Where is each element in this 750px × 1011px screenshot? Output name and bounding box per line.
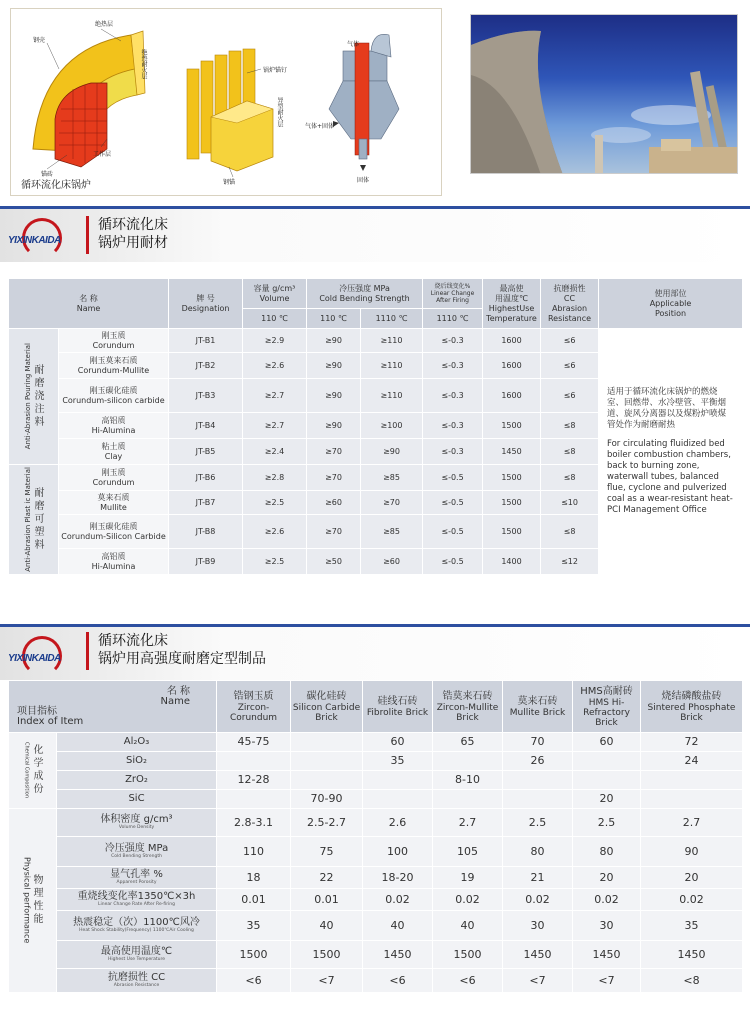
shaped-products-table [8, 680, 743, 993]
cell-value [573, 752, 641, 771]
section2-title-line1: 循环流化床 [98, 633, 168, 649]
cell-value: 19 [433, 867, 503, 889]
cell-value: 1450 [503, 941, 573, 969]
label-solid: 固体 [357, 177, 370, 184]
cell-c1110: ≥70 [361, 491, 423, 515]
cell-value: 35 [217, 911, 291, 941]
cell-abr: ≤8 [541, 439, 599, 465]
cell-maxuse: 1450 [483, 439, 541, 465]
section2-title-line2: 锅炉用高强度耐磨定型制品 [98, 651, 266, 667]
cell-linear: ≤-0.5 [423, 549, 483, 575]
table-row [9, 790, 743, 809]
cell-c1110: ≥60 [361, 549, 423, 575]
cell-value: 20 [573, 790, 641, 809]
application-cn: 适用于循环流化床锅炉的燃烧室、回燃带、水冷壁管、平衡烟道、旋风分离器以及煤粉炉喷煤管处作为耐磨耐热 [607, 387, 727, 430]
cell-value: 12-28 [217, 771, 291, 790]
boiler-diagram [10, 8, 442, 196]
cell-c110: ≥50 [307, 549, 361, 575]
cell-linear: ≤-0.3 [423, 353, 483, 379]
logo-text: YIXINKAIDA [8, 235, 61, 246]
row-group-phys_group [9, 809, 57, 993]
cell-c110: ≥90 [307, 353, 361, 379]
cell-value [363, 790, 433, 809]
material-name: 莫来石质 Mullite [59, 491, 169, 515]
cell-c110: ≥90 [307, 329, 361, 353]
cell-value: 0.02 [363, 889, 433, 911]
cell-value [503, 790, 573, 809]
cell-value: 45-75 [217, 733, 291, 752]
section1-title-line1: 循环流化床 [98, 217, 168, 233]
lining-section-drawing [33, 31, 145, 167]
application-position [599, 329, 743, 575]
cell-code: JT-B8 [169, 515, 243, 549]
cell-value: 18-20 [363, 867, 433, 889]
cyclone-drawing [329, 34, 399, 171]
row-group-plastic [9, 465, 59, 575]
cell-value: 1500 [433, 941, 503, 969]
cell-value: 65 [433, 733, 503, 752]
cell-maxuse: 1600 [483, 379, 541, 413]
cell-c1110: ≥100 [361, 413, 423, 439]
cell-value: 0.02 [573, 889, 641, 911]
header-linear-change: 烧后线变化% Linear Change After Firing [423, 279, 483, 309]
cell-value: 0.02 [433, 889, 503, 911]
product-column-header: 莫来石砖 Mullite Brick [503, 681, 573, 733]
cell-code: JT-B1 [169, 329, 243, 353]
cell-value [573, 771, 641, 790]
chem-label: SiC [57, 790, 217, 809]
cell-value: 1450 [641, 941, 743, 969]
property-label: 显气孔率 % Apparent Porosity [57, 867, 217, 889]
cell-abr: ≤12 [541, 549, 599, 575]
cell-c1110: ≥85 [361, 465, 423, 491]
label-gas-solid: 气体+固体 [305, 123, 335, 130]
product-column-header: 碳化硅砖 Silicon Carbide Brick [291, 681, 363, 733]
material-name: 刚玉质 Corundum [59, 465, 169, 491]
cell-value: 60 [363, 733, 433, 752]
cell-value [641, 771, 743, 790]
cell-value: 2.5 [573, 809, 641, 837]
corner-header: 名 称 Name 项目指标 Index of Item [9, 681, 217, 733]
chem-label: ZrO₂ [57, 771, 217, 790]
cell-value: 1500 [291, 941, 363, 969]
cell-code: JT-B2 [169, 353, 243, 379]
cell-value: 1450 [573, 941, 641, 969]
cell-density: ≥2.9 [243, 329, 307, 353]
cell-value: 1450 [363, 941, 433, 969]
table-row [9, 969, 743, 993]
cell-value: 2.7 [641, 809, 743, 837]
section1-accent-bar [86, 216, 89, 254]
material-name: 刚玉碳化硅质 Corundum-Silicon Carbide [59, 515, 169, 549]
cooling-tower-photo [470, 14, 738, 174]
property-label: 抗磨损性 CC Abrasion Resistance [57, 969, 217, 993]
cell-maxuse: 1400 [483, 549, 541, 575]
product-column-header: 锆莫来石砖 Zircon-Mullite Brick [433, 681, 503, 733]
cell-value: <7 [291, 969, 363, 993]
property-label: 最高使用温度℃ Highest Use Temperature [57, 941, 217, 969]
section1-stripe [0, 206, 750, 209]
cell-linear: ≤-0.3 [423, 439, 483, 465]
material-name: 高铝质 Hi-Alumina [59, 413, 169, 439]
header-density-temp: 110 ℃ [243, 309, 307, 329]
cell-maxuse: 1500 [483, 491, 541, 515]
application-en: For circulating fluidized bed boiler combustion chambers, back to burning zone, waterwall tubes, balanced flue, cyclone and pulverized coal as a wear-resistant heat-PCI Management Office [607, 439, 733, 515]
cell-value [433, 790, 503, 809]
cell-value: 110 [217, 837, 291, 867]
cell-abr: ≤8 [541, 515, 599, 549]
property-label: 冷压强度 MPa Cold Bending Strength [57, 837, 217, 867]
cell-value: 2.6 [363, 809, 433, 837]
table-row [9, 911, 743, 941]
cell-c110: ≥90 [307, 413, 361, 439]
cell-linear: ≤-0.3 [423, 413, 483, 439]
group-label-en: Physical performance [22, 857, 32, 944]
cooling-tower-illustration [471, 15, 738, 174]
cell-value [503, 771, 573, 790]
cell-c110: ≥90 [307, 379, 361, 413]
section2-logo [8, 644, 74, 666]
cell-linear: ≤-0.3 [423, 329, 483, 353]
cell-value: 75 [291, 837, 363, 867]
cell-value: 26 [503, 752, 573, 771]
cell-value: 70 [503, 733, 573, 752]
cell-value: 35 [641, 911, 743, 941]
property-label: 体积密度 g/cm³ Volume Density [57, 809, 217, 837]
material-name: 高铝质 Hi-Alumina [59, 549, 169, 575]
label-anchor-brick: 锚砖 [41, 171, 54, 178]
header-linear-temp: 1110 ℃ [423, 309, 483, 329]
row-group-chem_group [9, 733, 57, 809]
boiler-diagram-illustration [11, 9, 443, 197]
header-position: 使用部位 Applicable Position [599, 279, 743, 329]
cell-value: 0.02 [503, 889, 573, 911]
table-row [9, 733, 743, 752]
cell-abr: ≤8 [541, 465, 599, 491]
cell-linear: ≤-0.5 [423, 465, 483, 491]
header-crush: 冷压强度 MPa Cold Bending Strength [307, 279, 423, 309]
material-name: 刚玉质 Corundum [59, 329, 169, 353]
header-crush-1110: 1110 ℃ [361, 309, 423, 329]
cell-value: 100 [363, 837, 433, 867]
table-row [9, 809, 743, 837]
cell-value [291, 733, 363, 752]
group-label-en: Chemical Composition [23, 742, 30, 799]
cell-value: 30 [573, 911, 641, 941]
cell-value [433, 752, 503, 771]
group-label-cn: 化 学 成 份 [33, 745, 44, 796]
cell-c110: ≥60 [307, 491, 361, 515]
group-label-en: Anti-Abrasion Plast ic Material [23, 467, 32, 572]
header-designation: 牌 号 Designation [169, 279, 243, 329]
cell-density: ≥2.6 [243, 353, 307, 379]
cell-density: ≥2.5 [243, 491, 307, 515]
chem-label: Al₂O₃ [57, 733, 217, 752]
cell-value: 2.5-2.7 [291, 809, 363, 837]
cell-value: 1500 [217, 941, 291, 969]
cell-linear: ≤-0.5 [423, 491, 483, 515]
cell-value: 40 [433, 911, 503, 941]
cell-c1110: ≥85 [361, 515, 423, 549]
table-row [9, 889, 743, 911]
cell-c110: ≥70 [307, 439, 361, 465]
section2-accent-bar [86, 632, 89, 670]
cell-value [217, 790, 291, 809]
cell-value: <6 [433, 969, 503, 993]
cell-abr: ≤10 [541, 491, 599, 515]
cell-value: 40 [291, 911, 363, 941]
cell-value: 8-10 [433, 771, 503, 790]
cell-code: JT-B6 [169, 465, 243, 491]
table-row [9, 837, 743, 867]
cell-density: ≥2.5 [243, 549, 307, 575]
cell-value: 35 [363, 752, 433, 771]
cell-linear: ≤-0.3 [423, 379, 483, 413]
castable-materials-table [8, 278, 743, 575]
label-insulation: 绝热层 [95, 21, 114, 28]
cell-density: ≥2.4 [243, 439, 307, 465]
header-crush-110: 110 ℃ [307, 309, 361, 329]
cell-value: <7 [573, 969, 641, 993]
cell-code: JT-B4 [169, 413, 243, 439]
chem-label: SiO₂ [57, 752, 217, 771]
label-special-refractory: 异型耐火层 [276, 97, 283, 127]
cell-value [363, 771, 433, 790]
label-boiler-nail: 锅炉锚钉 [263, 67, 288, 74]
cell-value: 0.02 [641, 889, 743, 911]
table-row [9, 771, 743, 790]
group-label-en: Anti-Abrasion Pouring Material [23, 343, 32, 450]
section1-banner [0, 206, 750, 262]
cell-maxuse: 1500 [483, 515, 541, 549]
cell-value: 70-90 [291, 790, 363, 809]
panel-section-drawing [187, 49, 273, 171]
cell-value: 72 [641, 733, 743, 752]
cell-maxuse: 1500 [483, 465, 541, 491]
product-column-header: 硅线石砖 Fibrolite Brick [363, 681, 433, 733]
table-row [9, 941, 743, 969]
label-insulation-refractory: 绝热耐火层 [140, 49, 147, 79]
section1-title [98, 216, 168, 252]
cell-value: 2.8-3.1 [217, 809, 291, 837]
cell-value [641, 790, 743, 809]
property-label: 热震稳定（次）1100℃风冷 Heat Shock Stability(Frequency) 1100℃Air Cooling [57, 911, 217, 941]
cell-value: 40 [363, 911, 433, 941]
cell-value: 80 [503, 837, 573, 867]
product-column-header: 锆钢玉质 Zircon-Corundum [217, 681, 291, 733]
header-name: 名 称 Name [9, 279, 169, 329]
cell-c1110: ≥110 [361, 353, 423, 379]
section2-title [98, 632, 266, 668]
cell-code: JT-B5 [169, 439, 243, 465]
cell-c1110: ≥90 [361, 439, 423, 465]
row-group-pouring [9, 329, 59, 465]
cell-c110: ≥70 [307, 515, 361, 549]
cell-c1110: ≥110 [361, 379, 423, 413]
cell-density: ≥2.7 [243, 379, 307, 413]
cell-value [217, 752, 291, 771]
cell-value: 0.01 [217, 889, 291, 911]
cell-value: 20 [641, 867, 743, 889]
logo-text: YIXINKAIDA [8, 653, 61, 664]
cell-value: 30 [503, 911, 573, 941]
cell-c1110: ≥110 [361, 329, 423, 353]
group-label-cn: 耐 磨 可 塑 料 [34, 487, 45, 551]
cell-value: 24 [641, 752, 743, 771]
cell-value: <6 [217, 969, 291, 993]
cell-value: 80 [573, 837, 641, 867]
cell-density: ≥2.8 [243, 465, 307, 491]
label-steel-shell: 钢壳 [33, 37, 46, 44]
cell-maxuse: 1500 [483, 413, 541, 439]
table-row [9, 752, 743, 771]
section2-stripe [0, 624, 750, 627]
label-gas: 气体 [347, 41, 360, 48]
label-working-layer: 工作层 [93, 151, 112, 158]
cell-value: 21 [503, 867, 573, 889]
cell-value: 105 [433, 837, 503, 867]
group-label-cn: 耐 磨 浇 注 料 [34, 365, 45, 428]
cell-value: 22 [291, 867, 363, 889]
cell-abr: ≤6 [541, 379, 599, 413]
table-row [9, 329, 743, 353]
cell-maxuse: 1600 [483, 353, 541, 379]
diagram-caption: 循环流化床锅炉 [21, 180, 91, 191]
cell-density: ≥2.7 [243, 413, 307, 439]
cell-linear: ≤-0.5 [423, 515, 483, 549]
cell-value: 90 [641, 837, 743, 867]
material-name: 粘土质 Clay [59, 439, 169, 465]
cell-abr: ≤8 [541, 413, 599, 439]
cell-value: 0.01 [291, 889, 363, 911]
cell-abr: ≤6 [541, 353, 599, 379]
section2-banner [0, 624, 750, 680]
cell-value: <7 [503, 969, 573, 993]
product-column-header: HMS高耐砖 HMS Hi-Refractory Brick [573, 681, 641, 733]
property-label: 重烧线变化率1350℃×3h Linear Change Rate After Re-firing [57, 889, 217, 911]
cell-value: 20 [573, 867, 641, 889]
header-density: 容量 g/cm³ Volume [243, 279, 307, 309]
cell-maxuse: 1600 [483, 329, 541, 353]
material-name: 刚玉莫来石质 Corundum-Mullite [59, 353, 169, 379]
cell-value [291, 771, 363, 790]
header-abrasion: 抗磨损性 CC Abrasion Resistance [541, 279, 599, 329]
cell-value: 60 [573, 733, 641, 752]
group-label-cn: 物 理 性 能 [33, 875, 44, 926]
cell-value: 18 [217, 867, 291, 889]
cell-value: <6 [363, 969, 433, 993]
cell-density: ≥2.6 [243, 515, 307, 549]
cell-code: JT-B9 [169, 549, 243, 575]
cell-abr: ≤6 [541, 329, 599, 353]
header-max-use: 最高使 用温度℃ HighestUse Temperature [483, 279, 541, 329]
cell-value: 2.5 [503, 809, 573, 837]
section1-logo [8, 226, 74, 248]
material-name: 刚玉碳化硅质 Corundum-silicon carbide [59, 379, 169, 413]
table-row [9, 867, 743, 889]
cell-value: 2.7 [433, 809, 503, 837]
cell-c110: ≥70 [307, 465, 361, 491]
section1-title-line2: 锅炉用耐材 [98, 235, 168, 251]
label-steel-anchor: 钢锚 [223, 179, 236, 186]
cell-value [291, 752, 363, 771]
cell-code: JT-B7 [169, 491, 243, 515]
cell-value: <8 [641, 969, 743, 993]
product-column-header: 烧结磷酸盐砖 Sintered Phosphate Brick [641, 681, 743, 733]
cell-code: JT-B3 [169, 379, 243, 413]
